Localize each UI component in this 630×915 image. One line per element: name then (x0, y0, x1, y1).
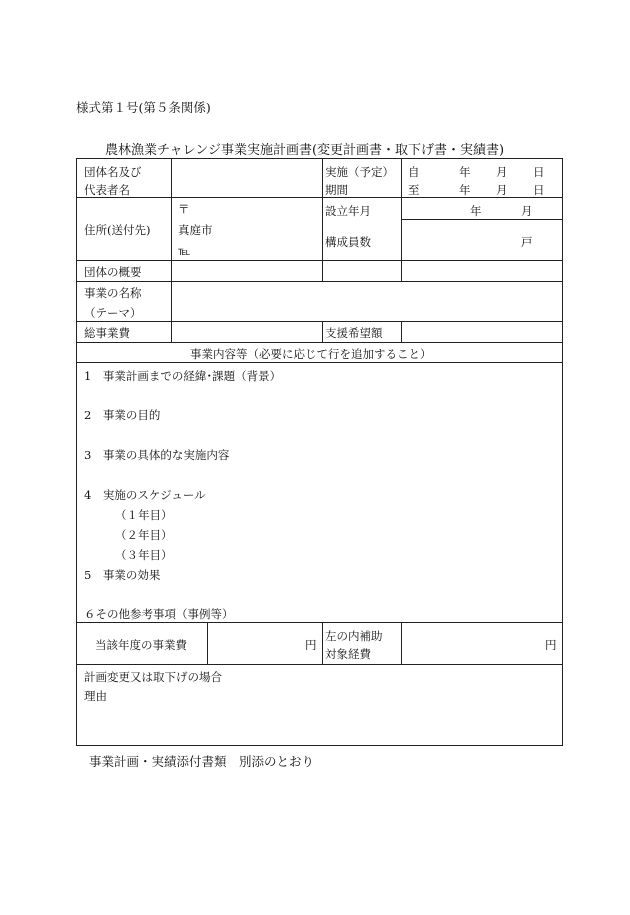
day-unit: 日 (533, 165, 545, 179)
period-label: 実施（予定） (325, 165, 394, 179)
contents-item: ６その他参考事項（事例等） (84, 607, 234, 621)
form-title: 農林漁業チャレンジ事業実施計画書(変更計画書・取下げ書・実績書) (105, 143, 505, 158)
members-label: 構成員数 (325, 235, 371, 249)
month-unit: 月 (496, 183, 508, 197)
yen-unit: 円 (545, 638, 557, 652)
project-theme-label: （テーマ） (84, 306, 142, 320)
col-line (322, 321, 323, 342)
overview-label: 団体の概要 (84, 265, 142, 279)
col-line (171, 159, 172, 260)
contents-item: 3 事業の具体的な実施内容 (84, 448, 230, 462)
row-line (77, 622, 562, 623)
total-cost-label: 総事業費 (84, 326, 130, 340)
period-label-2: 期間 (325, 183, 348, 197)
year-unit: 年 (459, 183, 471, 197)
year-unit: 年 (470, 204, 482, 218)
col-line (322, 159, 323, 281)
row-line (77, 281, 562, 282)
reason-label: 理由 (84, 689, 107, 703)
this-year-cost-label: 当該年度の事業費 (95, 638, 187, 652)
schedule-year: （３年目） (115, 548, 173, 562)
contents-item: 1 事業計画までの経緯･課題（背景） (84, 369, 282, 383)
established-label: 設立年月 (325, 204, 371, 218)
households-unit: 戸 (521, 235, 533, 249)
contents-header: 事業内容等（必要に応じて行を追加すること） (190, 347, 432, 361)
row-line (77, 342, 562, 343)
change-label: 計画変更又は取下げの場合 (84, 670, 222, 684)
col-line (401, 321, 402, 342)
plan-table (76, 158, 563, 746)
period-from: 自 (408, 165, 420, 179)
row-line (401, 219, 562, 220)
row-line (77, 321, 562, 322)
representative-label: 代表者名 (84, 183, 130, 197)
year-unit: 年 (459, 165, 471, 179)
col-line (322, 622, 323, 664)
form-number: 様式第１号(第５条関係) (76, 100, 211, 115)
row-line (77, 664, 562, 665)
project-name-label: 事業の名称 (84, 286, 142, 300)
contents-item: 4 実施のスケジュール (84, 488, 206, 502)
row-line (77, 260, 562, 261)
subsidy-label: 左の内補助 (325, 629, 383, 643)
contents-item: 2 事業の目的 (84, 408, 161, 422)
yen-unit: 円 (305, 638, 317, 652)
city-name: 真庭市 (178, 223, 213, 237)
row-line (77, 362, 562, 363)
subsidy-label-2: 対象経費 (325, 647, 371, 661)
postal-mark: 〒 (178, 202, 190, 216)
row-line (77, 197, 562, 198)
col-line (171, 321, 172, 342)
contents-item: 5 事業の効果 (84, 568, 161, 582)
address-label: 住所(送付先) (84, 223, 151, 237)
schedule-year: （１年目） (115, 508, 173, 522)
schedule-year: （２年目） (115, 528, 173, 542)
attachments-note: 事業計画・実績添付書類 別添のとおり (89, 754, 315, 769)
day-unit: 日 (533, 183, 545, 197)
support-amount-label: 支援希望額 (325, 326, 383, 340)
period-to: 至 (408, 183, 420, 197)
month-unit: 月 (496, 165, 508, 179)
col-line (207, 622, 208, 664)
tel-mark: ℡ (178, 244, 191, 258)
month-unit: 月 (521, 204, 533, 218)
org-name-label: 団体名及び (84, 165, 142, 179)
col-line (401, 622, 402, 664)
col-line (401, 159, 402, 281)
